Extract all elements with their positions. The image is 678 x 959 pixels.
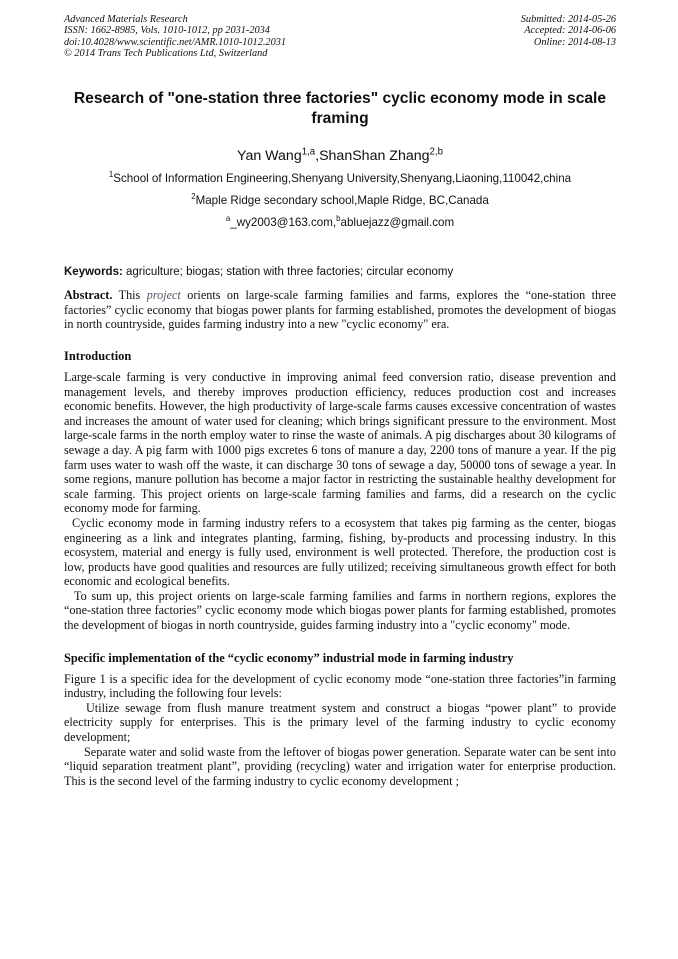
author-superscript: 2,b bbox=[429, 146, 443, 158]
doi-line: doi:10.4028/www.scientific.net/AMR.1010-1012.2031 bbox=[64, 36, 287, 48]
author-emails bbox=[64, 216, 616, 230]
submitted-date: Submitted: 2014-05-26 bbox=[520, 14, 616, 25]
journal-info bbox=[64, 14, 286, 59]
abstract bbox=[64, 288, 616, 332]
intro-paragraph-1: Large-scale farming is very conductive in improving animal feed conversion ratio, disease prevention and management levels, and thereby improves production efficiency, reduces production cost and increases economic benefits. However, the high productivity of large-scale farms causes excessive concentration of wastes and increases the amount of water used for cleaning; which brings significant pressure to the environment. Most large-scale farms in the north employ water to rinse the waste of animals. A pig discharges about 30 kilograms of sewage a day. A pig farm with 1000 pigs excretes 6 tons of manure a day, 2200 tons of manure a year. If the pig farm uses water to wash off the waste, it can discharge 30 tons of sewage a day, 50000 tons of sewage a year. In some regions, manure pollution has become a major factor in restricting the sustainable healthy development for scale farming. This project orients on large-scale farming families and farms, did a research on the cyclic economy mode for farming. bbox=[64, 369, 616, 516]
keywords-text: agriculture; biogas; station with three factories; circular economy bbox=[122, 266, 454, 279]
issn-line: ISSN: 1662-8985, Vols. 1010-1012, pp 2031-2034 bbox=[64, 25, 270, 37]
affiliation-1 bbox=[64, 172, 616, 186]
online-date: Online: 2014-08-13 bbox=[533, 36, 616, 48]
implementation-paragraph-1: Figure 1 is a specific idea for the development of cyclic economy mode “one-station three factories”in farming industry, including the following four levels: bbox=[64, 671, 616, 701]
implementation-paragraph-3: Separate water and solid waste from the leftover of biogas power generation. Separate water can be sent into “liquid separation treatment plant”, providing (recycling) water and irrigation water for enterprise production. This is the second level of the farming industry to cyclic economy development ; bbox=[64, 744, 616, 788]
submission-dates bbox=[521, 14, 616, 59]
abstract-label: Abstract. bbox=[64, 288, 113, 303]
keywords bbox=[64, 265, 616, 279]
email-superscript: a bbox=[225, 214, 231, 224]
affiliation-superscript: 1 bbox=[108, 170, 114, 180]
author-name: ShanShan Zhang bbox=[319, 148, 430, 165]
intro-paragraph-3: To sum up, this project orients on large-scale farming families and farms in northern regions, explores the “one-station three factories” cyclic economy mode which biogas power plants for farming established, promotes the development of biogas in north countryside, guides farming industry into a "cyclic economy" mode. bbox=[64, 588, 616, 633]
author-name: Yan Wang bbox=[237, 148, 302, 165]
affiliation-2 bbox=[64, 194, 616, 208]
journal-header bbox=[64, 14, 616, 59]
email-superscript: b bbox=[336, 214, 341, 224]
keywords-label: Keywords: bbox=[64, 266, 123, 279]
abstract-text: orients on large-scale farming families and farms, explores the “one-station three factories” cyclic economy that biogas power plants for farming established, promotes the development of biogas in north countryside, guides farming industry into a new "cyclic economy" era. bbox=[64, 288, 616, 332]
section-heading-implementation: Specific implementation of the “cyclic economy” industrial mode in farming industry bbox=[64, 650, 514, 665]
abstract-emphasis: project bbox=[146, 288, 181, 303]
intro-paragraph-2: Cyclic economy mode in farming industry refers to a ecosystem that takes pig farming as the center, biogas engineering as a link and integrates planting, farming, fishing, by-products and processing industry. In this ecosystem, material and energy is fully used, environment is well protected. Therefore, the production cost is low, products have good qualities and resources are fully utilized; receiving simultaneous growth effect for both economic and ecological benefits. bbox=[64, 515, 616, 589]
paper-title: Research of "one-station three factories" cyclic economy mode in scale framing bbox=[73, 90, 607, 128]
abstract-pre: This bbox=[112, 288, 147, 303]
email-link[interactable]: abluejazz@gmail.com bbox=[340, 216, 455, 230]
affiliation-text: Maple Ridge secondary school,Maple Ridge, BC,Canada bbox=[195, 194, 489, 208]
journal-name: Advanced Materials Research bbox=[64, 14, 188, 25]
author-separator: , bbox=[315, 148, 320, 165]
copyright-line: © 2014 Trans Tech Publications Ltd, Switzerland bbox=[64, 47, 268, 59]
email-link[interactable]: _wy2003@163.com, bbox=[230, 216, 337, 230]
section-heading-introduction: Introduction bbox=[64, 348, 132, 363]
accepted-date: Accepted: 2014-06-06 bbox=[524, 25, 616, 37]
implementation-paragraph-2: Utilize sewage from flush manure treatment system and construct a biogas “power plant” to provide electricity supply for enterprises. This is the primary level of the farming industry to cyclic economy development; bbox=[64, 700, 616, 745]
affiliation-superscript: 2 bbox=[191, 192, 196, 202]
author-list bbox=[64, 147, 616, 165]
affiliation-text: School of Information Engineering,Shenyang University,Shenyang,Liaoning,110042,china bbox=[113, 172, 572, 186]
author-superscript: 1,a bbox=[301, 146, 316, 158]
